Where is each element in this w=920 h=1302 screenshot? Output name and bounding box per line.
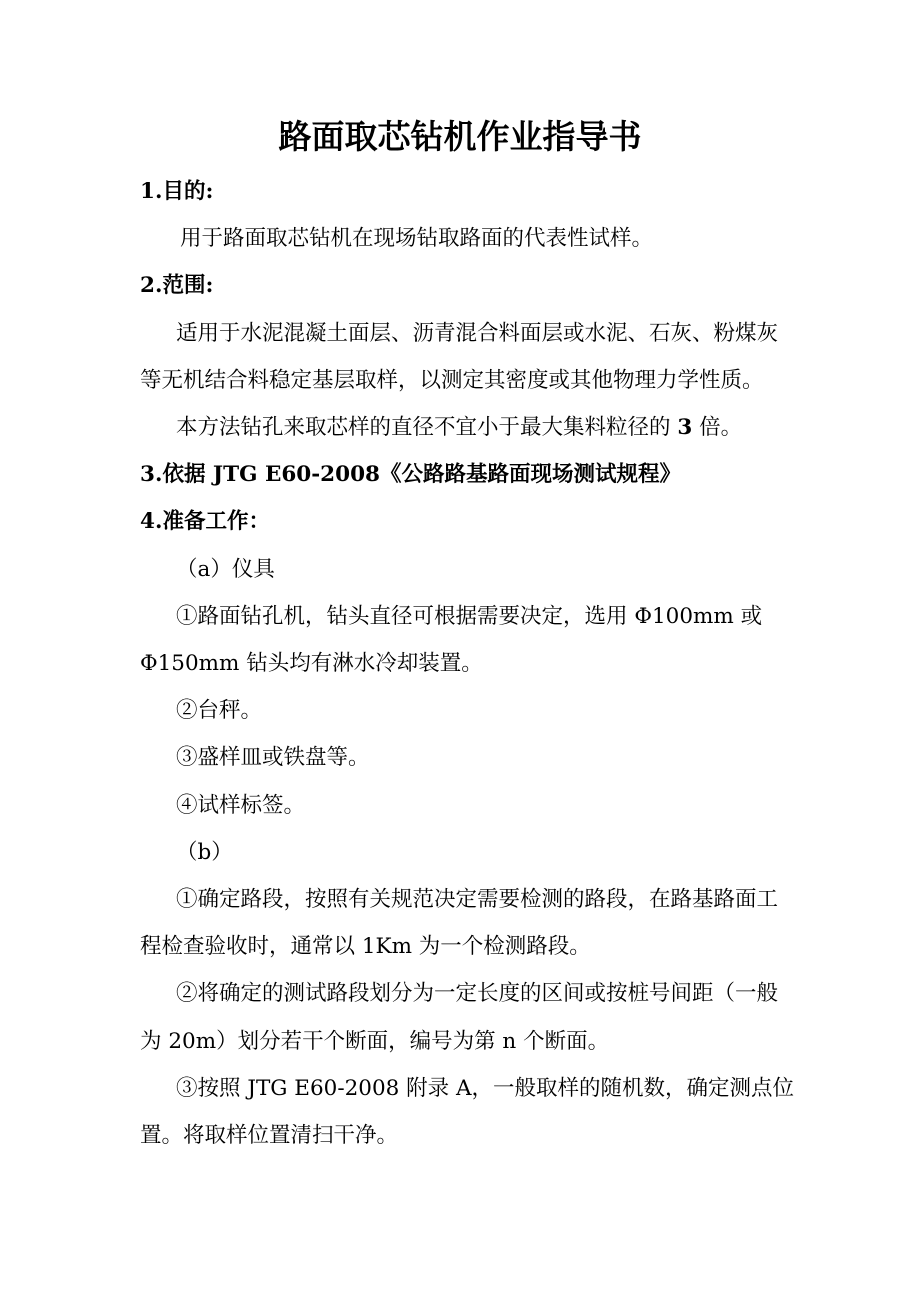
instrument-item-3: ③盛样皿或铁盘等。 [176,745,370,771]
step-1-line-1: ①确定路段，按照有关规范决定需要检测的路段，在路基路面工 [176,887,779,913]
section-heading-scope: 2.范围: [140,273,214,299]
section-heading-preparation: 4.准备工作： [140,509,270,535]
scope-line-3-num: 3 [677,415,693,441]
instrument-item-1-line-1: ①路面钻孔机，钻头直径可根据需要决定，选用 Φ100mm 或 [176,603,763,629]
step-2-line-1: ②将确定的测试路段划分为一定长度的区间或按桩号间距（一般 [176,981,779,1007]
purpose-text: 用于路面取芯钻机在现场钻取路面的代表性试样。 [180,226,654,252]
step-1-line-2: 程检查验收时，通常以 1Km 为一个检测路段。 [140,934,591,960]
section-heading-basis: 3.依据 JTG E60-2008《公路路基路面现场测试规程》 [140,462,682,488]
step-3-line-1: ③按照 JTG E60-2008 附录 A，一般取样的随机数，确定测点位 [176,1075,795,1101]
scope-line-3-pre: 本方法钻孔来取芯样的直径不宜小于最大集料粒径的 [176,415,678,441]
document-title: 路面取芯钻机作业指导书 [278,117,642,156]
scope-line-1: 适用于水泥混凝土面层、沥青混合料面层或水泥、石灰、粉煤灰 [176,320,779,346]
instrument-item-1-line-2: Φ150mm 钻头均有淋水冷却装置。 [140,651,483,677]
scope-line-2: 等无机结合料稳定基层取样，以测定其密度或其他物理力学性质。 [140,367,764,393]
section-heading-purpose: 1.目的: [140,179,214,204]
instrument-item-2: ②台秤。 [176,698,263,724]
subheading-a: （a）仪具 [176,556,275,582]
scope-line-3 [140,404,780,451]
scope-line-3-post: 倍。 [692,415,743,441]
step-2-line-2: 为 20m）划分若干个断面，编号为第 n 个断面。 [140,1028,610,1054]
instrument-item-4: ④试样标签。 [176,792,306,818]
step-3-line-2: 置。将取样位置清扫干净。 [140,1123,399,1149]
subheading-b: （b） [176,839,233,865]
